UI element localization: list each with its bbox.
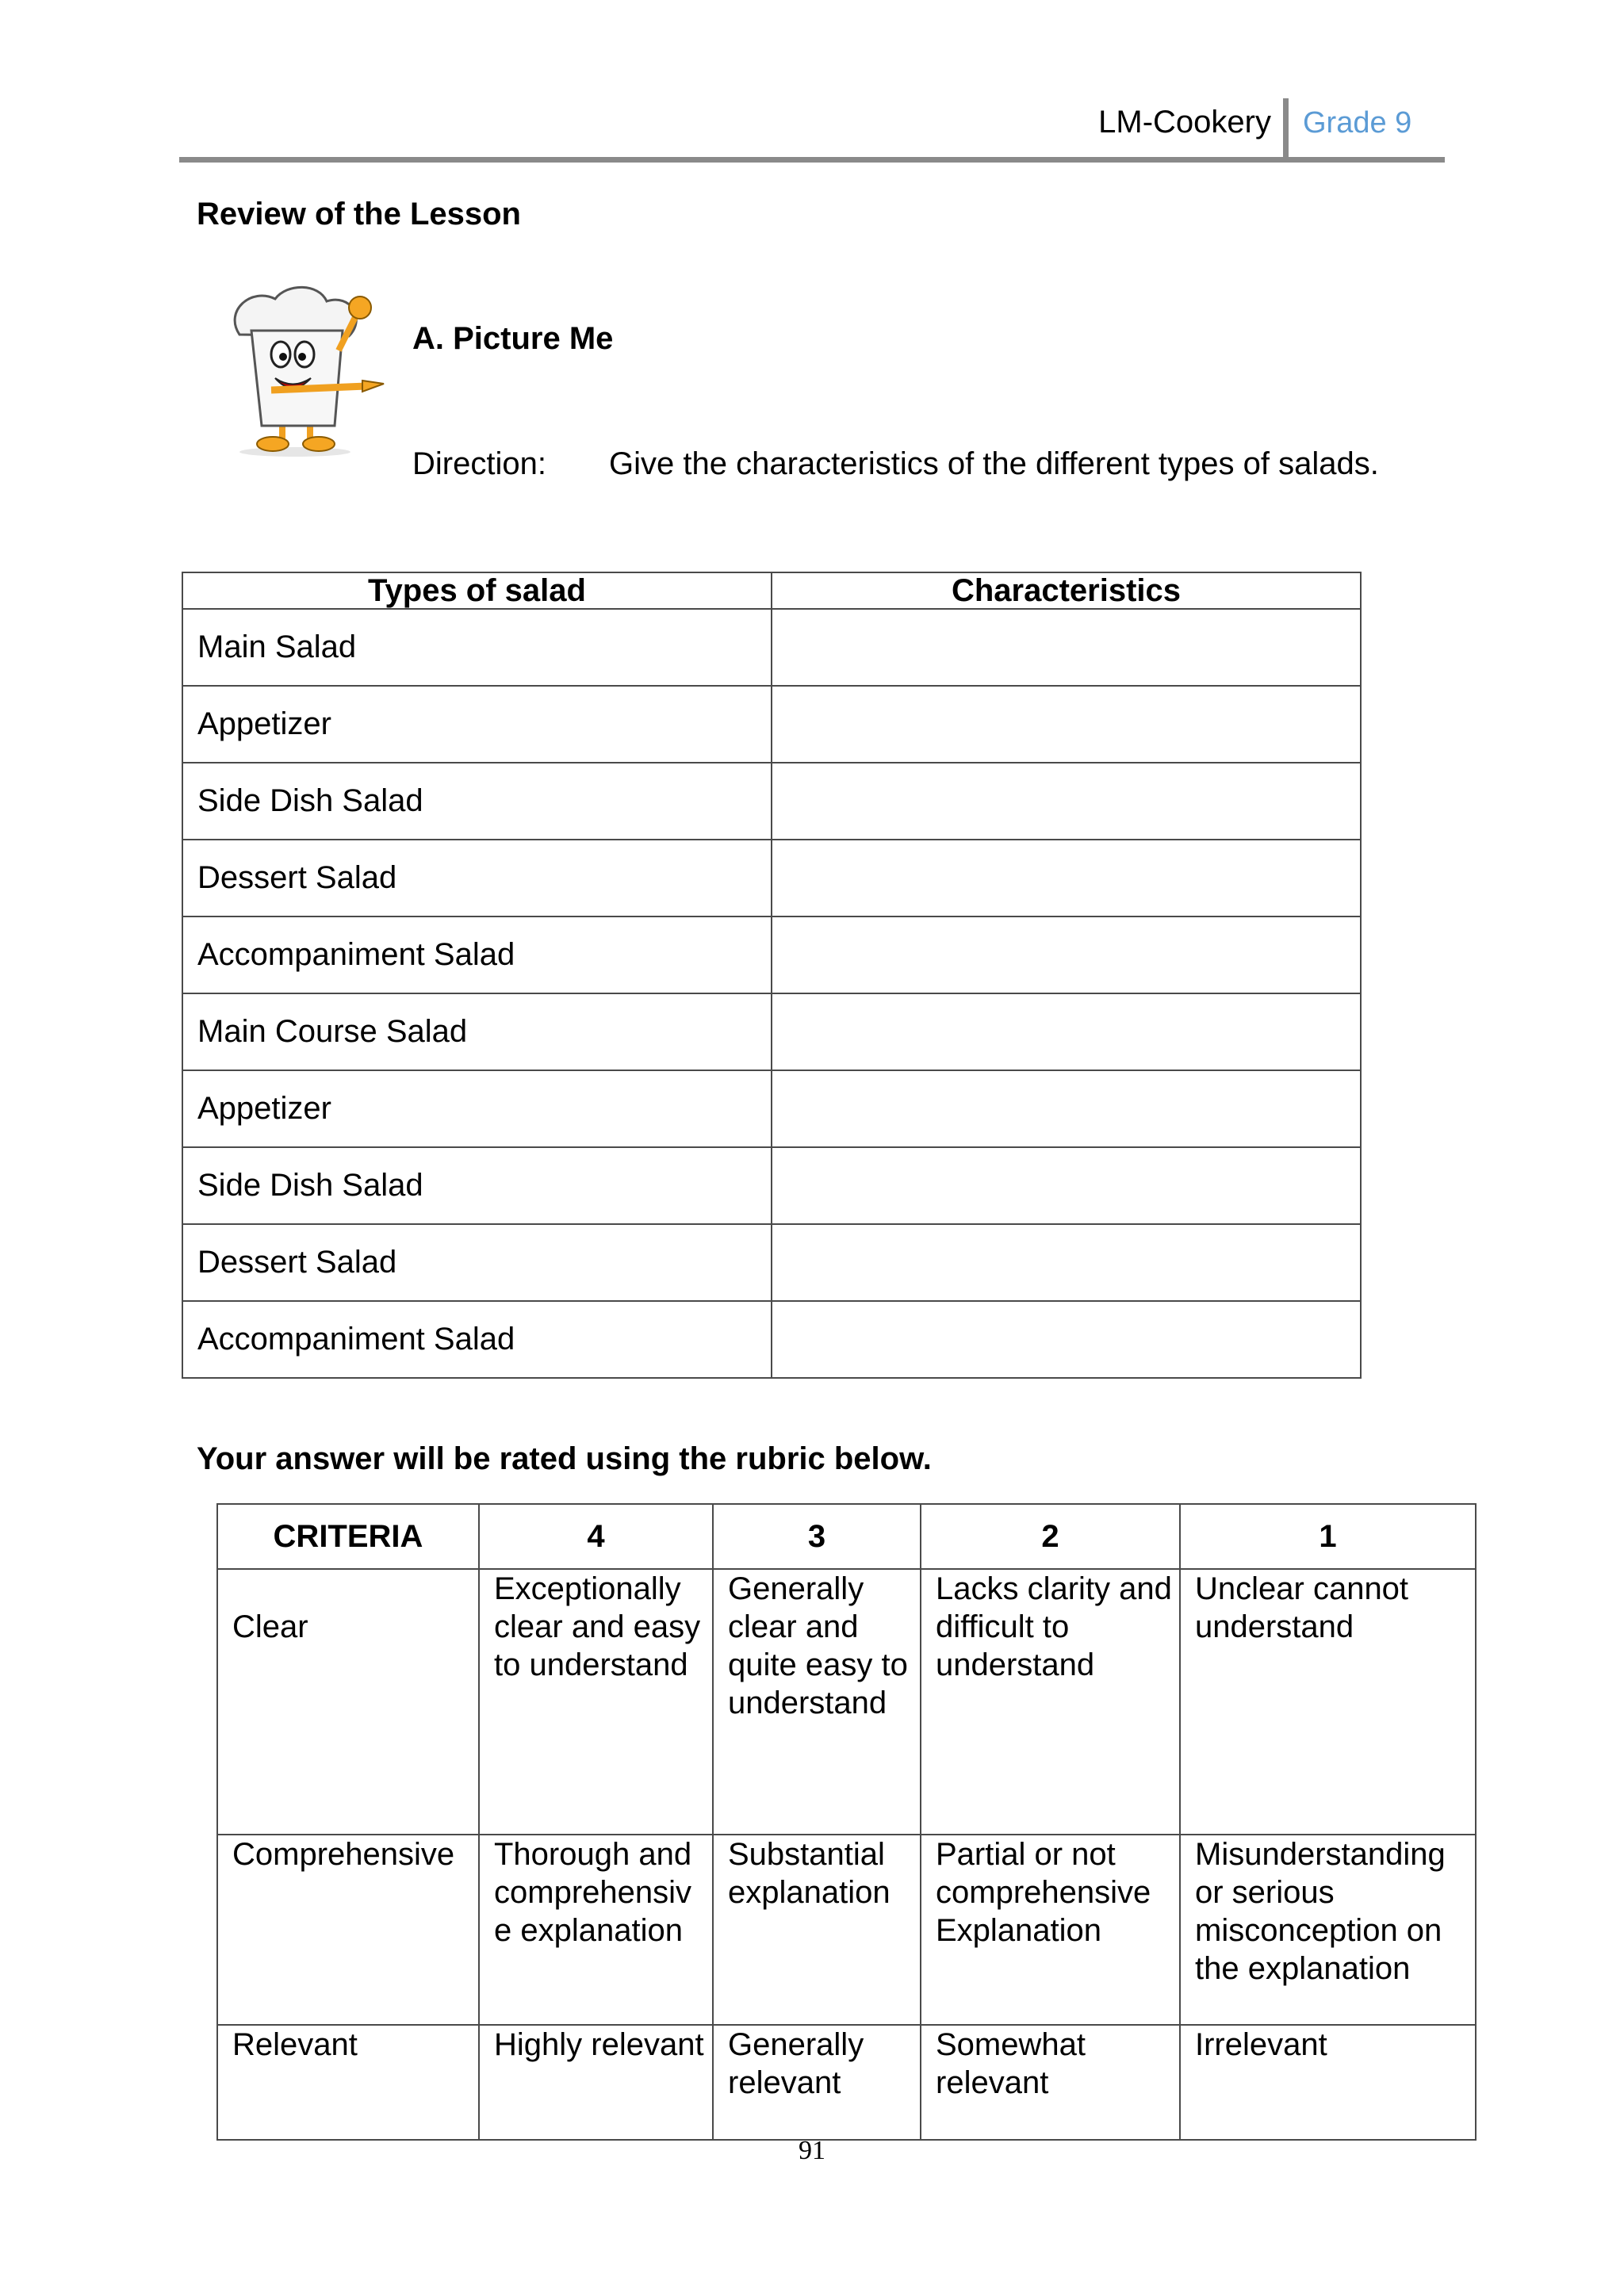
header-score-4: 4 bbox=[479, 1504, 713, 1569]
criteria-name: Relevant bbox=[217, 2025, 479, 2140]
characteristics-cell bbox=[772, 686, 1361, 763]
characteristics-cell bbox=[772, 1224, 1361, 1301]
salad-type: Side Dish Salad bbox=[182, 763, 772, 840]
rubric-table bbox=[216, 1503, 1477, 2141]
table-row bbox=[182, 1070, 1361, 1147]
table-row bbox=[182, 686, 1361, 763]
table-row bbox=[182, 993, 1361, 1070]
page-number: 91 bbox=[799, 2136, 825, 2165]
table-row bbox=[217, 2025, 1476, 2140]
rubric-cell: Unclear cannot understand bbox=[1180, 1569, 1476, 1835]
characteristics-cell bbox=[772, 609, 1361, 686]
rubric-cell: Exceptionally clear and easy to understand bbox=[479, 1569, 713, 1835]
chef-mascot-icon bbox=[208, 279, 390, 461]
header-score-3: 3 bbox=[713, 1504, 921, 1569]
salad-type: Side Dish Salad bbox=[182, 1147, 772, 1224]
salad-type: Appetizer bbox=[182, 686, 772, 763]
characteristics-cell bbox=[772, 763, 1361, 840]
rubric-cell: Generally relevant bbox=[713, 2025, 921, 2140]
header-course: LM-Cookery bbox=[1098, 105, 1271, 140]
header-criteria: CRITERIA bbox=[217, 1504, 479, 1569]
header-types-of-salad: Types of salad bbox=[182, 572, 772, 609]
table-row bbox=[182, 840, 1361, 916]
table-row bbox=[182, 916, 1361, 993]
header-separator bbox=[1283, 98, 1289, 159]
direction-label: Direction: bbox=[412, 446, 546, 481]
rubric-cell: Misunderstanding or serious misconception on the explanation bbox=[1180, 1835, 1476, 2025]
rubric-cell: Thorough and comprehensive explanation bbox=[479, 1835, 713, 2025]
salad-type: Main Salad bbox=[182, 609, 772, 686]
table-row bbox=[182, 609, 1361, 686]
salad-type: Accompaniment Salad bbox=[182, 1301, 772, 1378]
table-row bbox=[217, 1569, 1476, 1835]
salad-type: Main Course Salad bbox=[182, 993, 772, 1070]
rubric-cell: Highly relevant bbox=[479, 2025, 713, 2140]
characteristics-cell bbox=[772, 1301, 1361, 1378]
table-header-row bbox=[182, 572, 1361, 609]
salad-type: Appetizer bbox=[182, 1070, 772, 1147]
rubric-cell: Somewhat relevant bbox=[921, 2025, 1180, 2140]
rubric-header-row bbox=[217, 1504, 1476, 1569]
salad-types-table bbox=[182, 572, 1362, 1379]
criteria-name: Clear bbox=[217, 1569, 479, 1835]
rubric-cell: Partial or not comprehensive Explanation bbox=[921, 1835, 1180, 2025]
table-row bbox=[182, 1224, 1361, 1301]
characteristics-cell bbox=[772, 993, 1361, 1070]
table-row bbox=[182, 763, 1361, 840]
criteria-name: Comprehensive bbox=[217, 1835, 479, 2025]
salad-type: Dessert Salad bbox=[182, 840, 772, 916]
salad-type: Accompaniment Salad bbox=[182, 916, 772, 993]
direction-text: Give the characteristics of the different types of salads. bbox=[609, 446, 1379, 481]
table-row bbox=[182, 1301, 1361, 1378]
header-characteristics: Characteristics bbox=[772, 572, 1361, 609]
characteristics-cell bbox=[772, 840, 1361, 916]
header-grade: Grade 9 bbox=[1303, 106, 1412, 140]
characteristics-cell bbox=[772, 916, 1361, 993]
rubric-cell: Substantial explanation bbox=[713, 1835, 921, 2025]
rubric-cell: Generally clear and quite easy to understand bbox=[713, 1569, 921, 1835]
rubric-cell: Lacks clarity and difficult to understand bbox=[921, 1569, 1180, 1835]
characteristics-cell bbox=[772, 1147, 1361, 1224]
header-score-2: 2 bbox=[921, 1504, 1180, 1569]
table-row bbox=[217, 1835, 1476, 2025]
table-row bbox=[182, 1147, 1361, 1224]
rubric-cell: Irrelevant bbox=[1180, 2025, 1476, 2140]
rubric-intro: Your answer will be rated using the rubric below. bbox=[197, 1441, 932, 1476]
salad-type: Dessert Salad bbox=[182, 1224, 772, 1301]
review-title: Review of the Lesson bbox=[197, 197, 521, 232]
header-score-1: 1 bbox=[1180, 1504, 1476, 1569]
characteristics-cell bbox=[772, 1070, 1361, 1147]
activity-title: A. Picture Me bbox=[412, 321, 614, 356]
header-rule bbox=[179, 157, 1445, 163]
